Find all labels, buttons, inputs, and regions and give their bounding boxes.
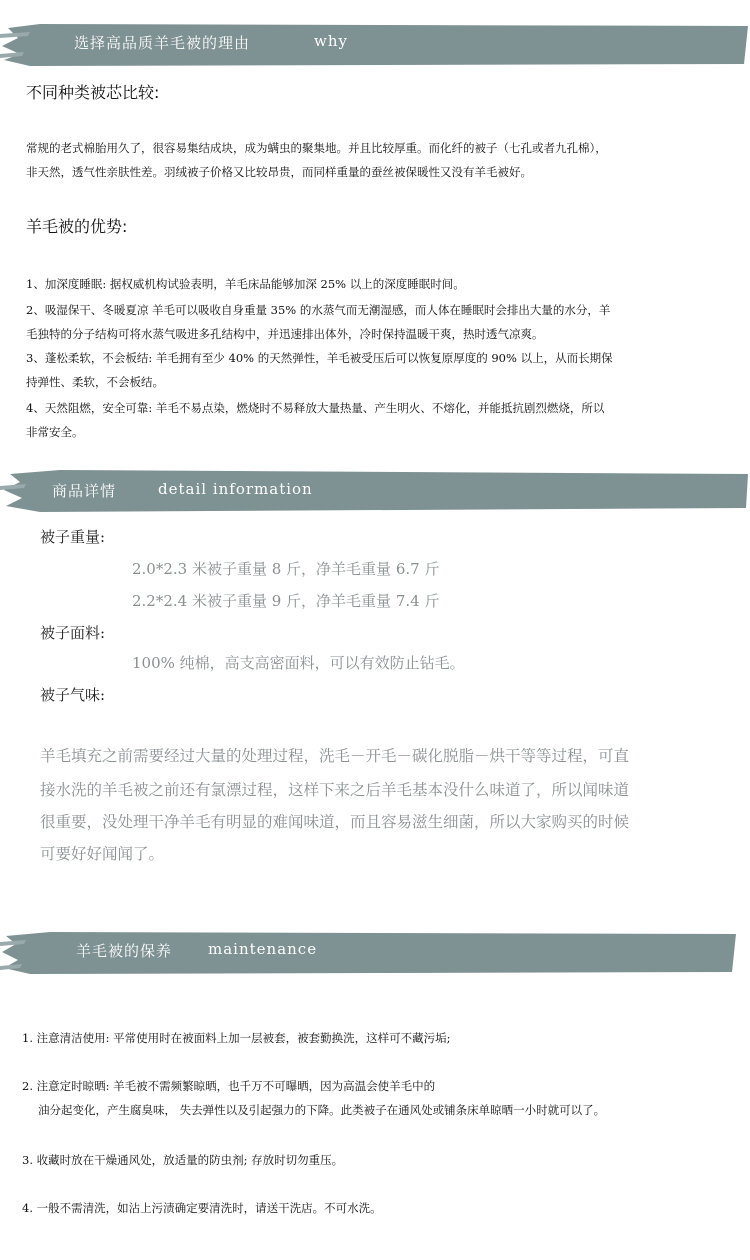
advantage-line: 4、天然阻燃，安全可靠: 羊毛不易点染，燃烧时不易释放大量热量、产生明火、不熔化，并能抵抗剧烈燃烧，所以	[26, 401, 605, 415]
advantage-line: 非常安全。	[26, 425, 84, 439]
advantage-line: 毛独特的分子结构可将水蒸气吸进多孔结构中，并迅速排出体外，冷时保持温暖干爽，热时透气凉爽。	[26, 327, 544, 341]
banner-why-cn: 选择高品质羊毛被的理由	[74, 34, 251, 52]
compare-heading: 不同种类被芯比较:	[26, 83, 160, 102]
smell-line: 可要好好闻闻了。	[40, 845, 165, 863]
banner-why	[0, 14, 750, 70]
maintenance-item-2-cont: 油分起变化，产生腐臭味， 失去弹性以及引起强力的下降。此类被子在通风处或铺条床单晾晒一小时就可以了。	[38, 1103, 606, 1117]
smell-line: 羊毛填充之前需要经过大量的处理过程，洗毛－开毛－碳化脱脂－烘干等等过程，可直	[40, 747, 630, 765]
smell-label: 被子气味:	[40, 686, 106, 704]
banner-detail-cn: 商品详情	[52, 482, 117, 500]
maintenance-item-4: 4. 一般不需清洗，如沾上污渍确定要清洗时，请送干洗店。不可水洗。	[22, 1201, 382, 1215]
advantage-line: 2、吸湿保干、冬暖夏凉 羊毛可以吸收自身重量 35% 的水蒸气而无潮湿感，而人体在睡眠时会排出大量的水分，羊	[26, 303, 611, 317]
advantage-line: 3、蓬松柔软，不会板结: 羊毛拥有至少 40% 的天然弹性，羊毛被受压后可以恢复原厚度的 90% 以上，从而长期保	[26, 351, 613, 365]
advantage-line: 持弹性、柔软，不会板结。	[26, 375, 164, 389]
maintenance-item-3: 3. 收藏时放在干燥通风处，放适量的防虫剂; 存放时切勿重压。	[22, 1153, 344, 1167]
compare-line-1: 常规的老式棉胎用久了，很容易集结成块，成为螨虫的聚集地。并且比较厚重。而化纤的被子（七孔或者九孔棉），	[26, 141, 607, 155]
maintenance-item-2: 2. 注意定时晾晒: 羊毛被不需频繁晾晒，也千万不可曝晒，因为高温会使羊毛中的	[22, 1079, 436, 1093]
smell-line: 接水洗的羊毛被之前还有氯漂过程，这样下来之后羊毛基本没什么味道了，所以闻味道	[40, 781, 630, 799]
fabric-text: 100% 纯棉，高支高密面料，可以有效防止钻毛。	[132, 654, 465, 672]
smell-line: 很重要，没处理干净羊毛有明显的难闻味道，而且容易滋生细菌，所以大家购买的时候	[40, 813, 630, 831]
fabric-label: 被子面料:	[40, 624, 106, 642]
advantages-heading: 羊毛被的优势:	[26, 217, 128, 236]
banner-detail	[0, 460, 750, 516]
banner-maintenance	[0, 922, 750, 978]
weight-line-1: 2.0*2.3 米被子重量 8 斤，净羊毛重量 6.7 斤	[132, 560, 440, 578]
advantage-line: 1、加深度睡眠: 据权威机构试验表明，羊毛床品能够加深 25% 以上的深度睡眠时间。	[26, 277, 465, 291]
banner-maintenance-cn: 羊毛被的保养	[76, 942, 173, 960]
compare-line-2: 非天然，透气性亲肤性差。羽绒被子价格又比较昂贵，而同样重量的蚕丝被保暖性又没有羊毛被好。	[26, 165, 532, 179]
maintenance-item-1: 1. 注意清洁使用: 平常使用时在被面料上加一层被套，被套勤换洗，这样可不藏污垢;	[22, 1031, 451, 1045]
weight-label: 被子重量:	[40, 528, 106, 546]
banner-why-en: why	[314, 32, 348, 50]
banner-maintenance-en: maintenance	[208, 940, 318, 958]
banner-detail-en: detail information	[158, 480, 313, 498]
weight-line-2: 2.2*2.4 米被子重量 9 斤，净羊毛重量 7.4 斤	[132, 592, 440, 610]
